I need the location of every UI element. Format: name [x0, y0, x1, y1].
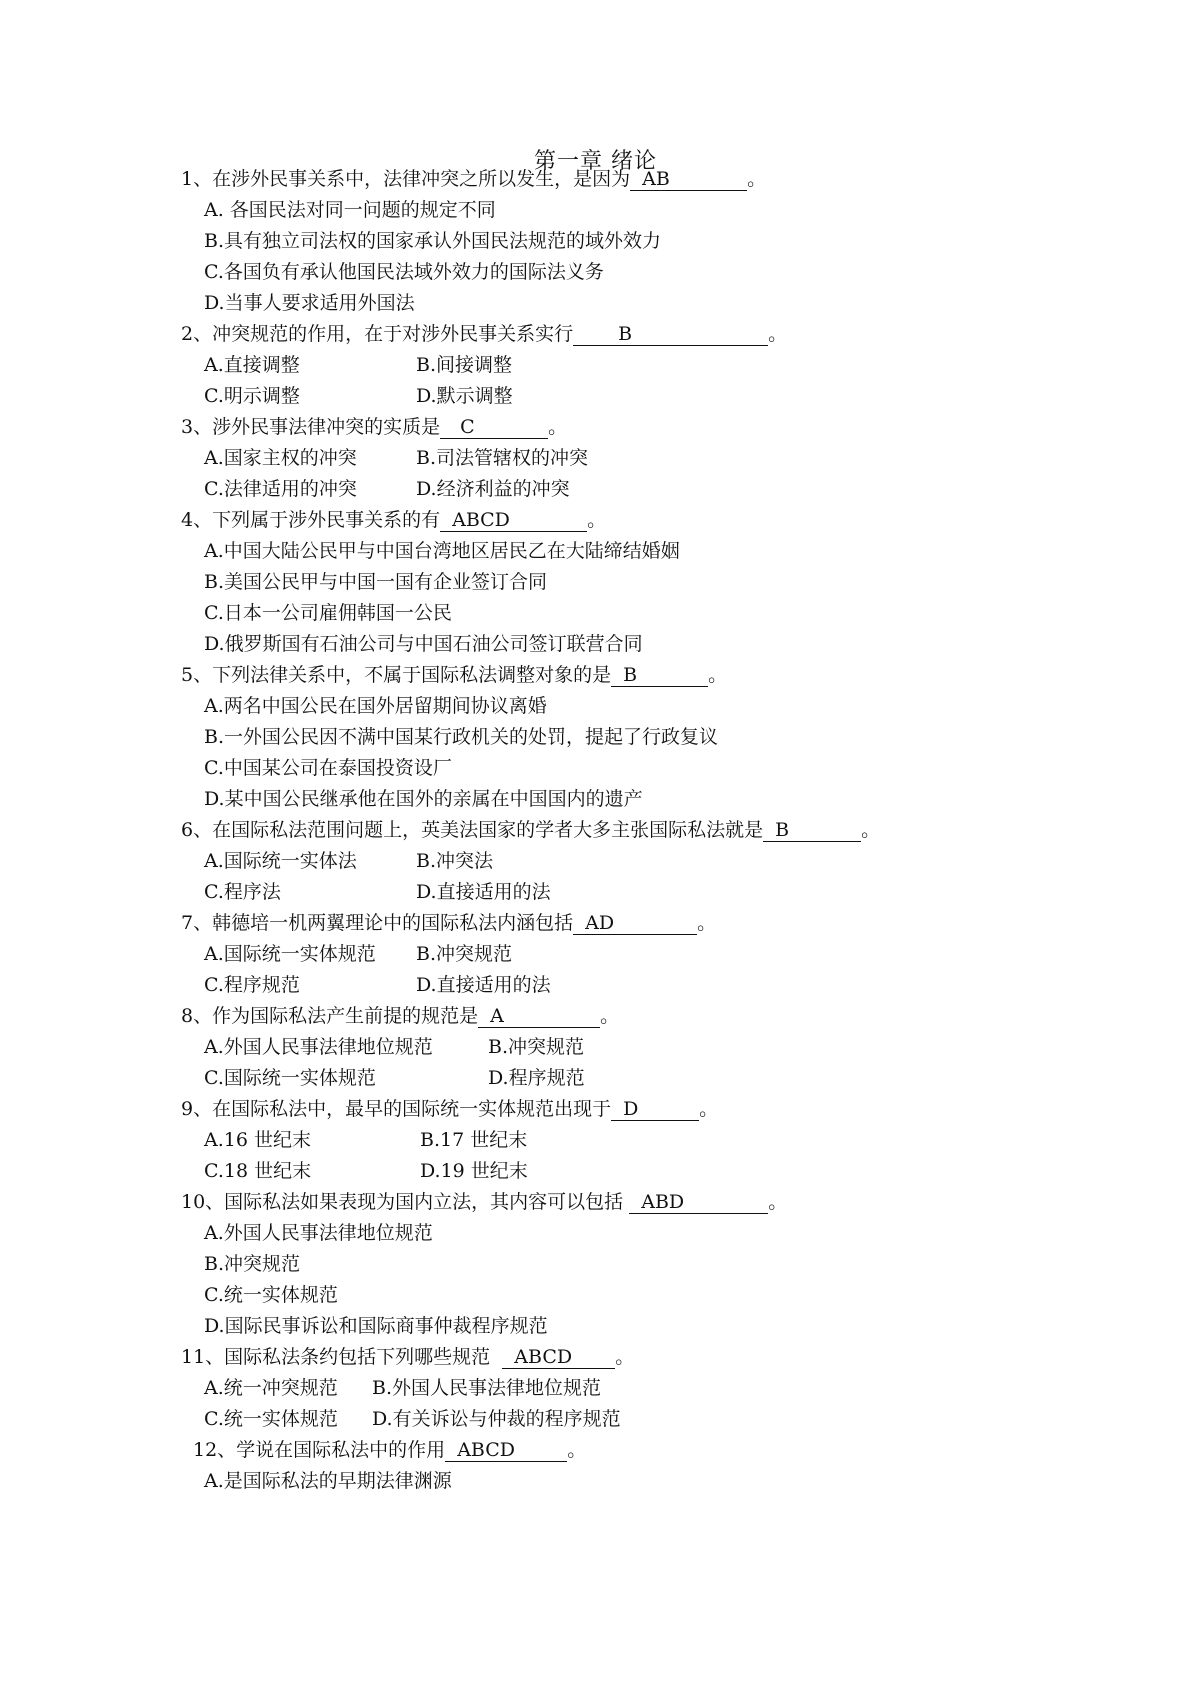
question-suffix: 。 [587, 509, 607, 531]
option: D.默示调整 [416, 385, 513, 407]
option: A.直接调整 [204, 354, 300, 376]
option: D.国际民事诉讼和国际商事仲裁程序规范 [204, 1315, 548, 1337]
option: D.程序规范 [488, 1067, 585, 1089]
answer-blank: ABCD [440, 509, 587, 532]
answer-blank: B [763, 819, 861, 842]
question-10 [181, 1189, 787, 1215]
option: D.当事人要求适用外国法 [204, 292, 415, 314]
question-5 [181, 662, 727, 688]
option: B.司法管辖权的冲突 [416, 447, 589, 469]
question-suffix: 。 [697, 912, 717, 934]
question-8 [181, 1003, 619, 1029]
question-suffix: 。 [567, 1439, 587, 1461]
question-text: 12、学说在国际私法中的作用 [193, 1439, 446, 1461]
answer-blank: A [478, 1005, 600, 1028]
option: B.冲突规范 [488, 1036, 585, 1058]
question-text: 8、作为国际私法产生前提的规范是 [181, 1005, 479, 1027]
question-11 [181, 1344, 634, 1370]
option: C.法律适用的冲突 [204, 478, 357, 500]
question-suffix: 。 [600, 1005, 620, 1027]
question-suffix: 。 [768, 323, 788, 345]
option: A.外国人民事法律地位规范 [204, 1222, 433, 1244]
option: A.外国人民事法律地位规范 [204, 1036, 433, 1058]
option: D.19 世纪末 [420, 1160, 528, 1182]
answer-blank: B [611, 664, 708, 687]
answer-blank: D [611, 1098, 699, 1121]
question-text: 10、国际私法如果表现为国内立法，其内容可以包括 [181, 1191, 624, 1213]
option: C.中国某公司在泰国投资设厂 [204, 757, 452, 779]
option: C.18 世纪末 [204, 1160, 312, 1182]
question-7 [181, 910, 716, 936]
option: D.经济利益的冲突 [416, 478, 570, 500]
option: A.国家主权的冲突 [204, 447, 357, 469]
option: A.是国际私法的早期法律渊源 [204, 1470, 452, 1492]
question-suffix: 。 [548, 416, 568, 438]
option: D.直接适用的法 [416, 974, 551, 996]
question-1 [181, 166, 766, 192]
option: B.一外国公民因不满中国某行政机关的处罚，提起了行政复议 [204, 726, 719, 748]
question-text: 11、国际私法条约包括下列哪些规范 [181, 1346, 491, 1368]
option: B.17 世纪末 [420, 1129, 528, 1151]
option: A.国际统一实体法 [204, 850, 357, 872]
option: D.俄罗斯国有石油公司与中国石油公司签订联营合同 [204, 633, 643, 655]
option: D.直接适用的法 [416, 881, 551, 903]
option: C.程序规范 [204, 974, 300, 996]
option: B.冲突法 [416, 850, 494, 872]
question-suffix: 。 [708, 664, 728, 686]
option: A.统一冲突规范 [204, 1377, 338, 1399]
question-suffix: 。 [699, 1098, 719, 1120]
option: A.16 世纪末 [204, 1129, 311, 1151]
question-text: 7、韩德培一机两翼理论中的国际私法内涵包括 [181, 912, 574, 934]
question-3 [181, 414, 567, 440]
question-text: 2、冲突规范的作用，在于对涉外民事关系实行 [181, 323, 574, 345]
question-text: 6、在国际私法范围问题上，英美法国家的学者大多主张国际私法就是 [181, 819, 764, 841]
answer-blank: AD [573, 912, 697, 935]
question-suffix: 。 [768, 1191, 788, 1213]
question-suffix: 。 [615, 1346, 635, 1368]
option: C.国际统一实体规范 [204, 1067, 376, 1089]
option: D.有关诉讼与仲裁的程序规范 [372, 1408, 621, 1430]
answer-blank: C [440, 416, 548, 439]
option: B.美国公民甲与中国一国有企业签订合同 [204, 571, 548, 593]
question-12 [193, 1437, 586, 1463]
question-2 [181, 321, 787, 347]
question-6 [181, 817, 880, 843]
question-text: 1、在涉外民事关系中，法律冲突之所以发生，是因为 [181, 168, 631, 190]
option: B.间接调整 [416, 354, 513, 376]
option: B.冲突规范 [416, 943, 513, 965]
answer-blank: AB [630, 168, 747, 191]
option: A.两名中国公民在国外居留期间协议离婚 [204, 695, 547, 717]
option: C.各国负有承认他国民法域外效力的国际法义务 [204, 261, 604, 283]
option: B.具有独立司法权的国家承认外国民法规范的域外效力 [204, 230, 662, 252]
answer-blank: B [573, 323, 768, 346]
question-9 [181, 1096, 718, 1122]
answer-blank: ABCD [445, 1439, 567, 1462]
question-suffix: 。 [747, 168, 767, 190]
question-text: 5、下列法律关系中，不属于国际私法调整对象的是 [181, 664, 612, 686]
option: B.冲突规范 [204, 1253, 301, 1275]
option: C.统一实体规范 [204, 1284, 338, 1306]
question-4 [181, 507, 606, 533]
chapter-title: 第一章 绪论 [534, 149, 657, 174]
option: A. 各国民法对同一问题的规定不同 [204, 199, 496, 221]
question-text: 4、下列属于涉外民事关系的有 [181, 509, 441, 531]
option: D.某中国公民继承他在国外的亲属在中国国内的遗产 [204, 788, 643, 810]
answer-blank: ABCD [502, 1346, 615, 1369]
option: C.统一实体规范 [204, 1408, 338, 1430]
option: C.程序法 [204, 881, 281, 903]
answer-blank: ABD [629, 1191, 768, 1214]
question-text: 3、涉外民事法律冲突的实质是 [181, 416, 441, 438]
option: C.明示调整 [204, 385, 300, 407]
option: C.日本一公司雇佣韩国一公民 [204, 602, 452, 624]
option: A.国际统一实体规范 [204, 943, 376, 965]
option: A.中国大陆公民甲与中国台湾地区居民乙在大陆缔结婚姻 [204, 540, 680, 562]
question-text: 9、在国际私法中，最早的国际统一实体规范出现于 [181, 1098, 612, 1120]
option: B.外国人民事法律地位规范 [372, 1377, 602, 1399]
question-suffix: 。 [861, 819, 881, 841]
